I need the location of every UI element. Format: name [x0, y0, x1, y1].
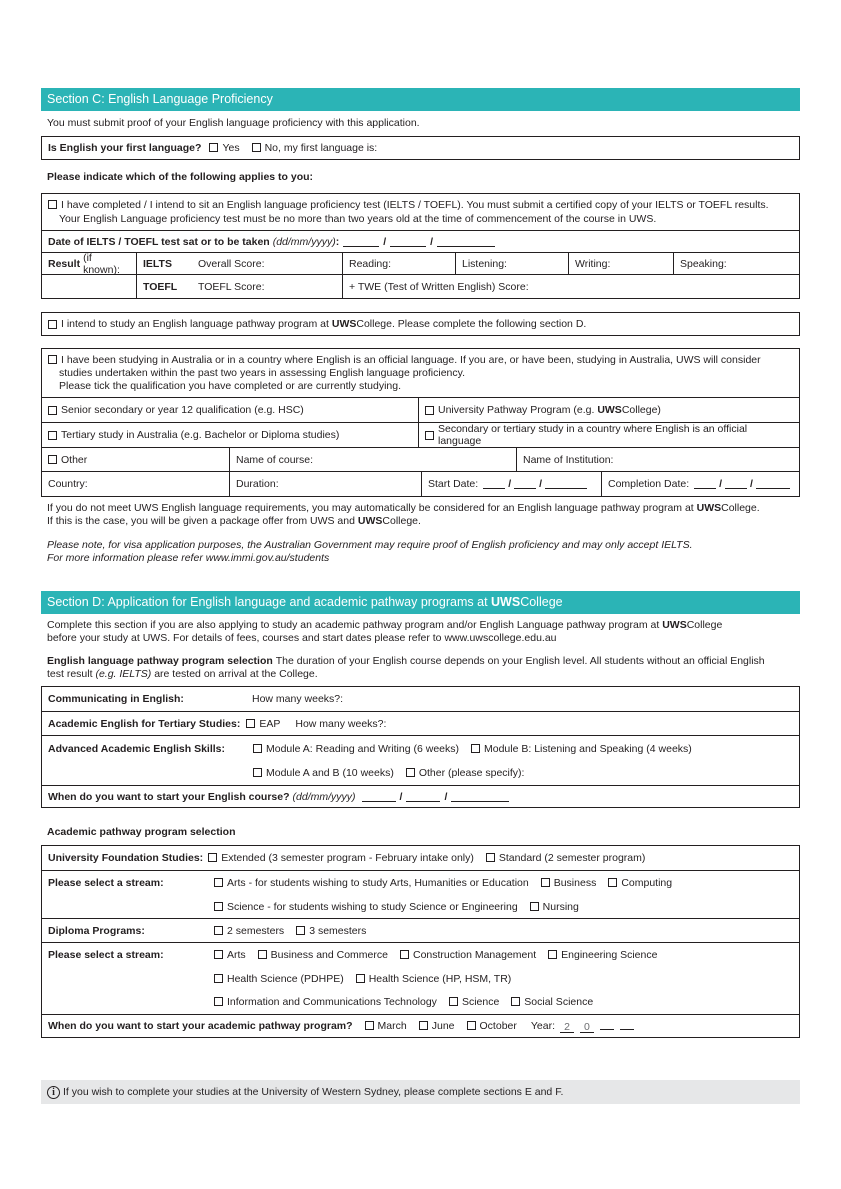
info-bar [41, 1080, 800, 1104]
month-field[interactable] [390, 237, 426, 247]
checkbox-icon[interactable] [258, 950, 267, 959]
checkbox-icon[interactable] [467, 1021, 476, 1030]
section-d-header: Section D: Application for English language and academic pathway programs at UWSCollege [41, 591, 800, 614]
module-a-option[interactable]: Module A: Reading and Writing (6 weeks) [253, 743, 459, 755]
eap-option[interactable]: EAP [246, 718, 280, 730]
checkbox-icon[interactable] [608, 878, 617, 887]
other-specify-option[interactable]: Other (please specify): [406, 767, 525, 779]
tertiary-option[interactable]: Tertiary study in Australia (e.g. Bachelor or Diploma studies) [42, 423, 418, 447]
ielts-box [41, 193, 800, 299]
standard-option[interactable]: Standard (2 semester program) [486, 852, 645, 864]
section-c-header [41, 88, 800, 111]
march-option[interactable]: March [365, 1020, 407, 1032]
english-day-field[interactable] [362, 792, 396, 802]
checkbox-icon[interactable] [419, 1021, 428, 1030]
ufs-stream-row: Please select a stream: Arts - for students wishing to study Arts, Humanities or Education Business Computing Science - for students wishing to study Science or Engineering Nursing [42, 870, 799, 918]
diploma-row: Diploma Programs: 2 semesters 3 semesters [42, 918, 799, 942]
listening-field[interactable]: Listening: [455, 253, 568, 274]
first-language-question: Is English your first language? [48, 142, 202, 154]
upp-option[interactable]: University Pathway Program (e.g. UWS College) [418, 398, 799, 422]
eap-weeks-field[interactable]: How many weeks?: [295, 717, 387, 730]
course-name-field[interactable]: Name of course: [229, 448, 516, 471]
checkbox-icon[interactable] [214, 950, 223, 959]
checkbox-icon[interactable] [425, 431, 434, 440]
checkbox-icon[interactable] [530, 902, 539, 911]
checkbox-icon[interactable] [425, 406, 434, 415]
section-c-intro: You must submit proof of your English language proficiency with this application. [47, 117, 420, 129]
english-course-box [41, 686, 800, 808]
english-month-field[interactable] [406, 792, 440, 802]
social-sci-option[interactable]: Social Science [511, 996, 593, 1008]
requirements-note: If you do not meet UWS English language requirements, you may automatically be considered for an English language pathway program at UWSCollege. If this is the case, you will be given a package offer from UWS and UWSCollege. [47, 502, 760, 527]
october-option[interactable]: October [467, 1020, 517, 1032]
section-c-title: Section C: English Language Proficiency [47, 92, 273, 106]
checkbox-icon[interactable] [406, 768, 415, 777]
checkbox-icon[interactable] [253, 768, 262, 777]
institution-name-field[interactable]: Name of Institution: [516, 448, 799, 471]
country-field[interactable]: Country: [48, 478, 88, 490]
indicate-heading: Please indicate which of the following applies to you: [47, 171, 314, 183]
year-field[interactable] [437, 237, 495, 247]
duration-field[interactable]: Duration: [229, 472, 421, 496]
arts-hum-option[interactable]: Arts - for students wishing to study Arts, Humanities or Education [214, 877, 529, 889]
toefl-label: TOEFL [143, 280, 178, 293]
checkbox-icon[interactable] [48, 320, 57, 329]
other-option[interactable]: Other [42, 448, 229, 471]
test-date-row: Date of IELTS / TOEFL test sat or to be taken (dd/mm/yyyy) : / / [42, 231, 799, 253]
checkbox-icon[interactable] [214, 926, 223, 935]
toefl-score-field[interactable]: TOEFL Score: [198, 280, 265, 293]
year-digits-field[interactable]: 2 0 [560, 1020, 634, 1033]
academic-pathway-heading: Academic pathway program selection [47, 826, 236, 838]
checkbox-icon[interactable] [252, 143, 261, 152]
form-page [41, 88, 800, 1038]
checkbox-icon[interactable] [214, 902, 223, 911]
eng-sci-option[interactable]: Engineering Science [548, 949, 657, 961]
science-eng-option[interactable]: Science - for students wishing to study Science or Engineering [214, 901, 518, 913]
communicating-row: Communicating in English: How many weeks?: [48, 693, 344, 705]
checkbox-icon[interactable] [214, 974, 223, 983]
speaking-field[interactable]: Speaking: [673, 253, 799, 274]
health-hp-option[interactable]: Health Science (HP, HSM, TR) [356, 973, 512, 985]
business-option[interactable]: Business [541, 877, 597, 889]
june-option[interactable]: June [419, 1020, 455, 1032]
checkbox-icon[interactable] [365, 1021, 374, 1030]
two-semesters-option[interactable]: 2 semesters [214, 925, 284, 937]
extended-option[interactable]: Extended (3 semester program - February intake only) [208, 852, 474, 864]
no-option[interactable]: No, my first language is: [252, 142, 378, 154]
australia-box [41, 348, 800, 497]
day-field[interactable] [343, 237, 379, 247]
checkbox-icon[interactable] [486, 853, 495, 862]
english-start-row: When do you want to start your English course? (dd/mm/yyyy) / / [42, 785, 799, 807]
qual-row-1 [42, 398, 799, 423]
qual-row-2 [42, 423, 799, 448]
checkbox-icon[interactable] [253, 744, 262, 753]
checkbox-icon[interactable] [214, 997, 223, 1006]
checkbox-icon[interactable] [471, 744, 480, 753]
checkbox-icon[interactable] [548, 950, 557, 959]
checkbox-icon[interactable] [48, 431, 57, 440]
health-pdhpe-option[interactable]: Health Science (PDHPE) [214, 973, 344, 985]
section-d-intro: Complete this section if you are also applying to study an academic pathway program and/or English Language pathway program at UWSCollege before your study at UWS. For details of fees, courses and start dates please refer to www.uwscollege.edu.au [47, 619, 723, 644]
academic-pathway-box [41, 845, 800, 1038]
ielts-row: Result (if known): IELTS Overall Score: Reading: Listening: Writing: Speaking: [42, 253, 799, 275]
nursing-option[interactable]: Nursing [530, 901, 579, 913]
checkbox-icon[interactable] [48, 406, 57, 415]
checkbox-icon[interactable] [208, 853, 217, 862]
completion-date-field[interactable]: Completion Date: / / [601, 472, 799, 496]
checkbox-icon[interactable] [356, 974, 365, 983]
advanced-english-row: Advanced Academic English Skills: Module A: Reading and Writing (6 weeks) Module B: Listening and Speaking (4 weeks) Module A and B (10 weeks) Other (please specify): [42, 735, 799, 785]
english-year-field[interactable] [451, 792, 509, 802]
ufs-row: University Foundation Studies: Extended (3 semester program - February intake only) Standard (2 semester program) [48, 852, 646, 864]
academic-english-row: Academic English for Tertiary Studies: EAP How many weeks?: [42, 711, 799, 735]
qual-row-3 [42, 448, 799, 472]
checkbox-icon[interactable] [511, 997, 520, 1006]
checkbox-icon[interactable] [296, 926, 305, 935]
checkbox-icon[interactable] [246, 719, 255, 728]
twe-score-field[interactable]: + TWE (Test of Written English) Score: [342, 275, 799, 298]
elp-selection-text: English language pathway program selection The duration of your English course depends on your English level. All students without an official English test result (e.g. IELTS) are tested on arrival at the College. [47, 655, 765, 680]
info-text: If you wish to complete your studies at the University of Western Sydney, please complete sections E and F. [63, 1086, 564, 1098]
first-language-box [41, 136, 800, 160]
checkbox-icon[interactable] [214, 878, 223, 887]
checkbox-icon[interactable] [209, 143, 218, 152]
writing-field[interactable]: Writing: [568, 253, 673, 274]
yes-option[interactable]: Yes [209, 142, 239, 154]
module-b-option[interactable]: Module B: Listening and Speaking (4 weeks) [471, 743, 692, 755]
info-icon: i [47, 1086, 60, 1099]
senior-secondary-option[interactable]: Senior secondary or year 12 qualification (e.g. HSC) [42, 398, 418, 422]
checkbox-icon[interactable] [48, 355, 57, 364]
diploma-stream-row: Please select a stream: Arts Business and Commerce Construction Management Engineering Science Health Science (PDHPE) Health Science (HP, HSM, TR) Information and Communications Technology Science Social Science [42, 942, 799, 1014]
weeks-field[interactable]: How many weeks?: [252, 693, 344, 705]
module-ab-option[interactable]: Module A and B (10 weeks) [253, 767, 394, 779]
ict-option[interactable]: Information and Communications Technology [214, 996, 437, 1008]
checkbox-icon[interactable] [48, 200, 57, 209]
three-semesters-option[interactable]: 3 semesters [296, 925, 366, 937]
ielts-label: IELTS [143, 257, 172, 270]
science-option[interactable]: Science [449, 996, 499, 1008]
construction-option[interactable]: Construction Management [400, 949, 536, 961]
academic-start-row: When do you want to start your academic pathway program? March June October Year: 2 0 [42, 1014, 799, 1037]
pathway-box [41, 312, 800, 336]
checkbox-icon[interactable] [541, 878, 550, 887]
checkbox-icon[interactable] [400, 950, 409, 959]
pathway-option[interactable]: I intend to study an English language pathway program at UWS College. Please complete the following section D. [42, 313, 799, 335]
computing-option[interactable]: Computing [608, 877, 672, 889]
checkbox-icon[interactable] [48, 455, 57, 464]
visa-note: Please note, for visa application purposes, the Australian Government may require proof of English proficiency and may only accept IELTS. For more information please refer www.immi.gov.au/students [47, 539, 693, 564]
checkbox-icon[interactable] [449, 997, 458, 1006]
overall-score-field[interactable]: Overall Score: [198, 257, 265, 270]
arts-option[interactable]: Arts [214, 949, 246, 961]
start-date-field[interactable]: Start Date: / / [421, 472, 601, 496]
qual-row-4 [42, 472, 799, 496]
bus-comm-option[interactable]: Business and Commerce [258, 949, 388, 961]
reading-field[interactable]: Reading: [342, 253, 455, 274]
ielts-option[interactable]: I have completed / I intend to sit an English language proficiency test (IELTS / TOEFL). You must submit a certified copy of your IELTS or TOEFL results. Your English Language proficiency test must be no more than two years old at the time of commencement of the course in UWS. [42, 194, 799, 231]
secondary-tertiary-option[interactable]: Secondary or tertiary study in a country where English is an official language [418, 423, 799, 447]
australia-option[interactable]: I have been studying in Australia or in a country where English is an official language. If you are, or have been, studying in Australia, UWS will consider studies undertaken within the past two years in assessing English language proficiency. Please tick the qualification you have completed or are currently studying. [42, 349, 799, 398]
toefl-row [42, 275, 799, 298]
